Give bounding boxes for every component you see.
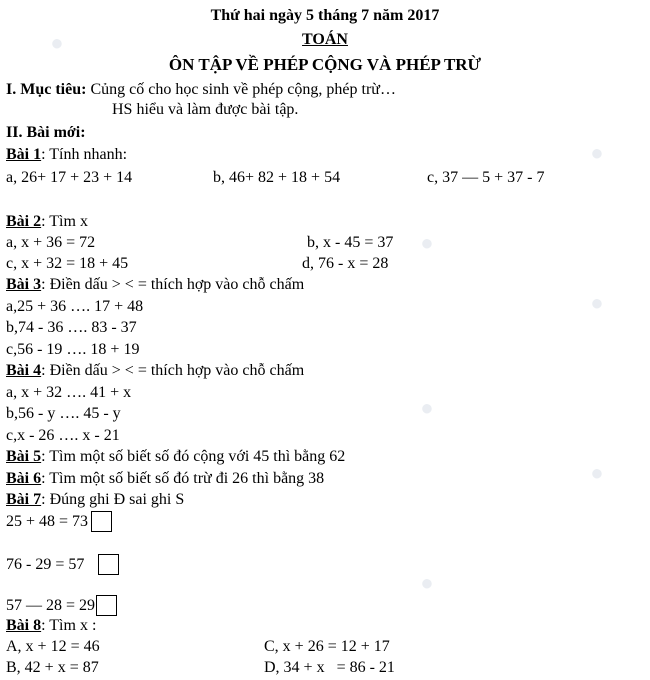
bai7-statement: 25 + 48 = 73 xyxy=(6,513,89,531)
bai1-label: Bài 1 xyxy=(6,146,42,163)
bai1-item-c: c, 37 — 5 + 37 - 7 xyxy=(427,169,545,186)
bai3-item-b: b,74 - 36 …. 83 - 37 xyxy=(6,319,137,336)
bai4-item-b: b,56 - y …. 45 - y xyxy=(6,405,121,422)
watermark-logo: ● xyxy=(415,568,438,597)
new-lesson-label: II. Bài mới: xyxy=(6,124,86,141)
bai5-heading xyxy=(6,447,345,467)
bai7-label: Bài 7 xyxy=(6,491,42,508)
bai3-label: Bài 3 xyxy=(6,276,42,293)
subject-label: TOÁN xyxy=(302,31,348,48)
bai8-item-c: C, x + 26 = 12 + 17 xyxy=(264,638,390,655)
bai8-heading xyxy=(6,616,96,636)
answer-checkbox[interactable] xyxy=(91,511,112,532)
bai4-prompt: : Điền dấu > < = thích hợp vào chỗ chấm xyxy=(41,362,305,379)
bai2-heading xyxy=(6,212,88,232)
bai2-item-a: a, x + 36 = 72 xyxy=(6,234,96,251)
bai7-prompt: : Đúng ghi Đ sai ghi S xyxy=(41,491,185,508)
bai7-statement: 57 — 28 = 29 xyxy=(6,597,96,615)
watermark-logo: ● xyxy=(585,288,608,317)
bai7-item xyxy=(6,596,117,617)
bai2-item-c: c, x + 32 = 18 + 45 xyxy=(6,255,129,272)
bai2-prompt: : Tìm x xyxy=(41,213,88,230)
bai1-prompt: : Tính nhanh: xyxy=(41,146,128,163)
objective-line-2: HS hiểu và làm được bài tập. xyxy=(112,101,299,118)
bai3-prompt: : Điền dấu > < = thích hợp vào chỗ chấm xyxy=(41,276,305,293)
bai1-heading xyxy=(6,145,127,165)
bai1-item-b: b, 46+ 82 + 18 + 54 xyxy=(213,169,341,186)
bai2-item-d: d, 76 - x = 28 xyxy=(302,255,389,272)
bai6-label: Bài 6 xyxy=(6,470,42,487)
objective-line-1 xyxy=(6,80,396,100)
watermark-logo: ● xyxy=(45,28,68,57)
watermark-logo: ● xyxy=(415,393,438,422)
answer-checkbox[interactable] xyxy=(96,595,117,616)
bai5-label: Bài 5 xyxy=(6,448,42,465)
objective-label: I. Mục tiêu: xyxy=(6,81,87,98)
watermark-logo: ● xyxy=(585,458,608,487)
bai4-label: Bài 4 xyxy=(6,362,42,379)
bai8-prompt: : Tìm x : xyxy=(41,617,97,634)
watermark-logo: ● xyxy=(415,228,438,257)
bai1-item-a: a, 26+ 17 + 23 + 14 xyxy=(6,169,133,186)
bai3-heading xyxy=(6,275,304,295)
bai7-heading xyxy=(6,490,184,510)
bai3-item-c: c,56 - 19 …. 18 + 19 xyxy=(6,341,140,358)
bai8-item-b: B, 42 + x = 87 xyxy=(6,659,99,676)
bai8-item-d: D, 34 + x = 86 - 21 xyxy=(264,659,395,676)
bai3-item-a: a,25 + 36 …. 17 + 48 xyxy=(6,298,144,315)
bai5-prompt: : Tìm một số biết số đó cộng với 45 thì bằng 62 xyxy=(41,448,346,465)
bai8-item-a: A, x + 12 = 46 xyxy=(6,638,100,655)
bai7-item xyxy=(6,512,112,533)
answer-checkbox[interactable] xyxy=(98,554,119,575)
bai8-label: Bài 8 xyxy=(6,617,42,634)
bai7-statement: 76 - 29 = 57 xyxy=(6,556,85,574)
bai6-heading xyxy=(6,469,324,489)
bai2-label: Bài 2 xyxy=(6,213,42,230)
bai4-item-c: c,x - 26 …. x - 21 xyxy=(6,427,120,444)
bai4-item-a: a, x + 32 …. 41 + x xyxy=(6,384,132,401)
bai6-prompt: : Tìm một số biết số đó trừ đi 26 thì bằng 38 xyxy=(41,470,325,487)
lesson-date: Thứ hai ngày 5 tháng 7 năm 2017 xyxy=(210,7,440,24)
bai4-heading xyxy=(6,361,304,381)
watermark-logo: ● xyxy=(585,138,608,167)
subject-title xyxy=(0,30,650,50)
objective-text: Củng cố cho học sinh về phép cộng, phép trừ… xyxy=(86,81,396,98)
lesson-title: ÔN TẬP VỀ PHÉP CỘNG VÀ PHÉP TRỪ xyxy=(168,55,482,74)
bai7-item xyxy=(6,555,119,576)
bai2-item-b: b, x - 45 = 37 xyxy=(307,234,394,251)
